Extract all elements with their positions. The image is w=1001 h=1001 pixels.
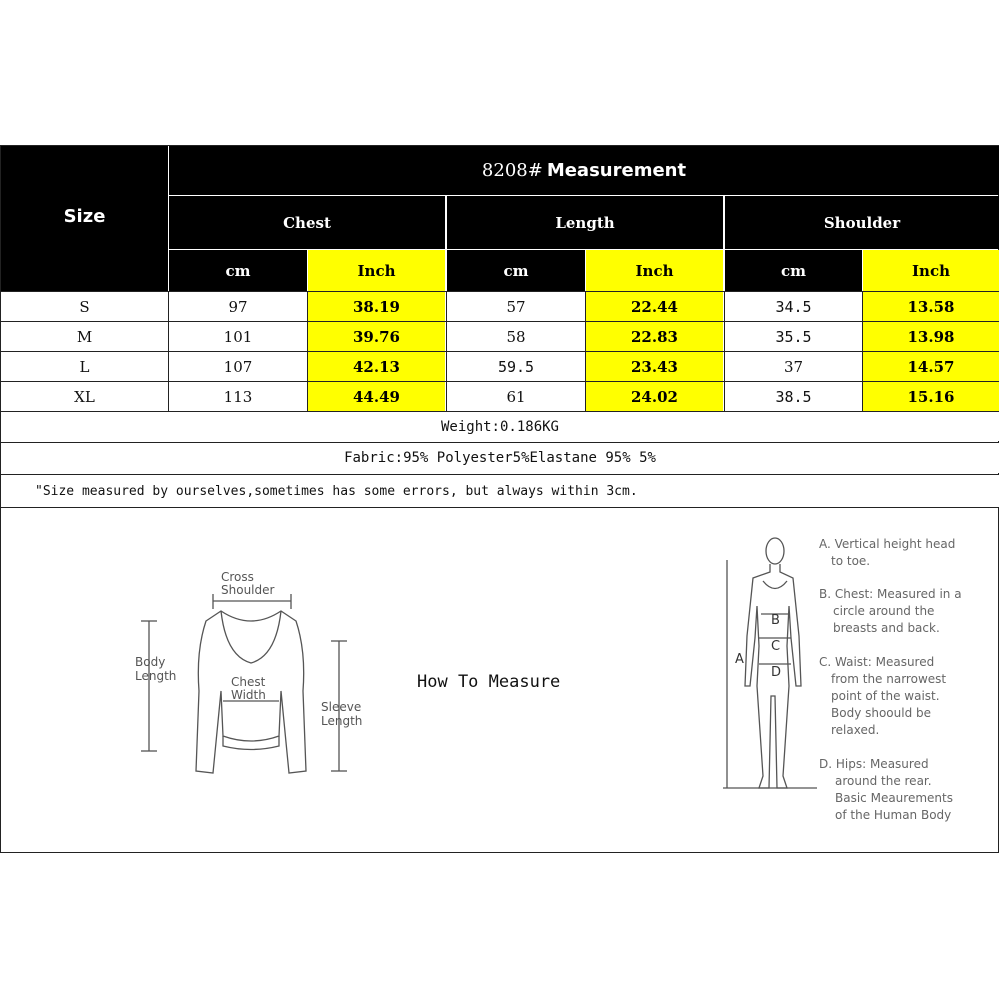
length-inch-cell: 22.83 (586, 322, 723, 351)
instruction-line: A. Vertical height head (819, 537, 956, 551)
shoulder-inch-cell: 13.98 (863, 322, 999, 351)
unit-cm-shoulder: cm (725, 250, 862, 291)
unit-cm-chest: cm (169, 250, 307, 291)
human-body-diagram (723, 526, 818, 826)
instruction-line: C. Waist: Measured (819, 655, 935, 669)
instruction-line: point of the waist. (831, 689, 940, 703)
instruction-line: Basic Meaurements (835, 791, 953, 805)
body-length-label-2: Length (135, 669, 177, 683)
sleeve-length-label-2: Length (321, 714, 363, 728)
chest-cm-cell: 97 (169, 292, 307, 321)
size-cell: XL (1, 382, 168, 411)
size-header-label: Size (63, 206, 106, 227)
how-to-measure-label: How To Measure (417, 672, 561, 692)
instruction-c (819, 654, 946, 739)
instruction-line: B. Chest: Measured in a (819, 587, 962, 601)
group-header-chest: Chest (169, 196, 445, 249)
length-cm-cell: 58 (447, 322, 585, 351)
instruction-line: Body shoould be (831, 706, 932, 720)
unit-inch-shoulder: Inch (863, 250, 999, 291)
instruction-line: from the narrowest (831, 672, 947, 686)
length-cm-cell: 61 (447, 382, 585, 411)
length-cm-cell: 59.5 (447, 352, 585, 381)
instruction-line: relaxed. (831, 723, 880, 737)
size-cell: L (1, 352, 168, 381)
chest-width-label-1: Chest (231, 675, 266, 689)
cross-shoulder-label-1: Cross (221, 570, 254, 584)
chest-inch-cell: 38.19 (308, 292, 445, 321)
size-cell: M (1, 322, 168, 351)
shoulder-cm-cell: 34.5 (725, 292, 862, 321)
instruction-line: circle around the (833, 604, 935, 618)
shoulder-cm-cell: 38.5 (725, 382, 862, 411)
sleeve-length-label-1: Sleeve (321, 700, 362, 714)
body-letter-b: B (771, 613, 780, 628)
body-length-label-1: Body (135, 655, 166, 669)
instruction-line: D. Hips: Measured (819, 757, 929, 771)
instruction-a (819, 536, 955, 570)
length-inch-cell: 24.02 (586, 382, 723, 411)
chest-width-label-2: Width (231, 688, 266, 702)
group-header-length: Length (447, 196, 723, 249)
chest-inch-cell: 44.49 (308, 382, 445, 411)
title-main: Measurement (546, 160, 687, 181)
instruction-line: breasts and back. (833, 621, 940, 635)
size-cell: S (1, 292, 168, 321)
shoulder-inch-cell: 14.57 (863, 352, 999, 381)
unit-inch-chest: Inch (308, 250, 445, 291)
shoulder-cm-cell: 37 (725, 352, 862, 381)
table-title (169, 146, 999, 195)
body-letter-a: A (735, 652, 744, 667)
title-prefix: 8208# (481, 160, 543, 181)
unit-inch-length: Inch (586, 250, 723, 291)
instruction-line: around the rear. (835, 774, 932, 788)
instruction-line: of the Human Body (835, 808, 952, 822)
unit-cm-length: cm (447, 250, 585, 291)
shirt-diagram (121, 561, 371, 791)
note-text: "Size measured by ourselves,sometimes has some errors, but always within 3cm. (35, 483, 638, 499)
chest-cm-cell: 113 (169, 382, 307, 411)
chest-inch-cell: 39.76 (308, 322, 445, 351)
size-header (1, 146, 168, 291)
length-inch-cell: 23.43 (586, 352, 723, 381)
weight-row: Weight:0.186KG (1, 412, 999, 441)
chest-cm-cell: 107 (169, 352, 307, 381)
body-letter-c: C (771, 639, 781, 654)
group-header-shoulder: Shoulder (725, 196, 999, 249)
note-row (1, 475, 999, 507)
chest-cm-cell: 101 (169, 322, 307, 351)
instruction-d (819, 756, 953, 824)
instruction-line: to toe. (831, 554, 871, 568)
shoulder-inch-cell: 15.16 (863, 382, 999, 411)
chest-inch-cell: 42.13 (308, 352, 445, 381)
shoulder-inch-cell: 13.58 (863, 292, 999, 321)
length-cm-cell: 57 (447, 292, 585, 321)
fabric-row: Fabric:95% Polyester5%Elastane 95% 5% (1, 443, 999, 473)
length-inch-cell: 22.44 (586, 292, 723, 321)
cross-shoulder-label-2: Shoulder (221, 583, 275, 597)
body-letter-d: D (771, 665, 782, 680)
shoulder-cm-cell: 35.5 (725, 322, 862, 351)
size-chart (0, 145, 999, 853)
instruction-b (819, 586, 962, 637)
